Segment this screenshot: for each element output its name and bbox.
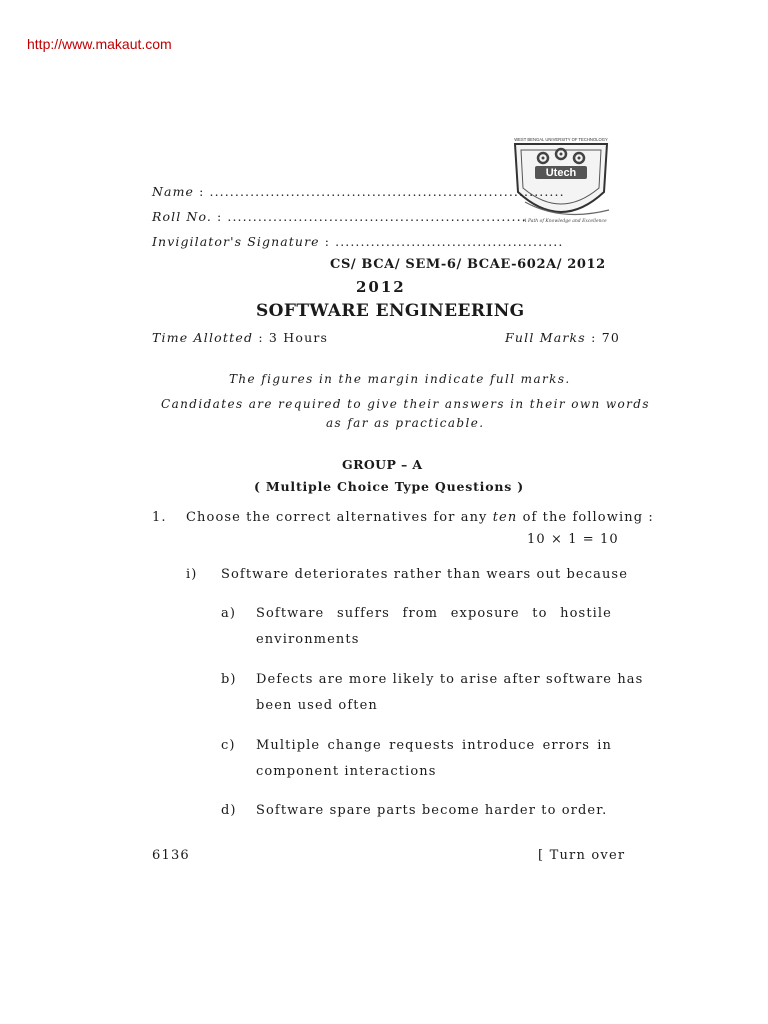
full-marks: Full Marks : 70 (505, 330, 620, 345)
option-word: change (327, 738, 382, 753)
time-allotted: Time Allotted : 3 Hours (152, 330, 329, 345)
option-word: suffers (336, 606, 390, 621)
option-word: to (532, 606, 548, 621)
option-c-line2: component interactions (256, 764, 437, 779)
logo-name: Utech (545, 167, 577, 179)
option-word: from (402, 606, 439, 621)
option-a-line2: environments (256, 632, 360, 647)
turn-over: [ Turn over (538, 848, 626, 863)
option-label: a) (221, 606, 237, 621)
exam-code: CS/ BCA/ SEM-6/ BCAE-602A/ 2012 (330, 257, 606, 272)
option-word: introduce (461, 738, 536, 753)
group-heading: GROUP – A (342, 457, 423, 472)
group-subtitle: ( Multiple Choice Type Questions ) (254, 479, 524, 494)
option-word: requests (389, 738, 455, 753)
option-label: c) (221, 738, 236, 753)
option-b-line2: been used often (256, 698, 378, 713)
sub-question-text: Software deteriorates rather than wears out because (221, 567, 628, 582)
instruction-line-1: The figures in the margin indicate full marks. (229, 372, 571, 386)
option-c-line1 (256, 738, 612, 753)
option-word: hostile (560, 606, 612, 621)
logo-top-text: WEST BENGAL UNIVERSITY OF TECHNOLOGY (514, 137, 608, 142)
name-field: Name : ...................................................................... (152, 184, 565, 199)
option-d-line1: Software spare parts become harder to order. (256, 803, 608, 818)
source-url-link[interactable]: http://www.makaut.com (27, 36, 172, 52)
option-a-line1 (256, 606, 612, 621)
sub-question-number: i) (186, 567, 198, 582)
option-word: in (597, 738, 612, 753)
option-word: errors (542, 738, 591, 753)
option-word: Multiple (256, 738, 321, 753)
option-label: d) (221, 803, 237, 818)
option-word: Software (256, 606, 325, 621)
subject-title: SOFTWARE ENGINEERING (256, 301, 525, 321)
invigilator-signature-field: Invigilator's Signature : ............................................. (152, 234, 564, 249)
page-code: 6136 (152, 848, 190, 863)
instruction-line-3: as far as practicable. (326, 416, 485, 430)
exam-year: 2012 (356, 278, 406, 296)
logo-motto: A Path of Knowledge and Excellence (523, 219, 607, 224)
instruction-line-2: Candidates are required to give their answers in their own words (161, 397, 650, 411)
roll-number-field: Roll No. : ........................................................... (152, 209, 527, 224)
option-b-line1: Defects are more likely to arise after software has (256, 672, 644, 687)
question-text: Choose the correct alternatives for any ten of the following : (186, 510, 654, 525)
question-number: 1. (152, 510, 167, 525)
question-marks: 10 × 1 = 10 (527, 532, 619, 547)
option-word: exposure (450, 606, 520, 621)
option-label: b) (221, 672, 237, 687)
